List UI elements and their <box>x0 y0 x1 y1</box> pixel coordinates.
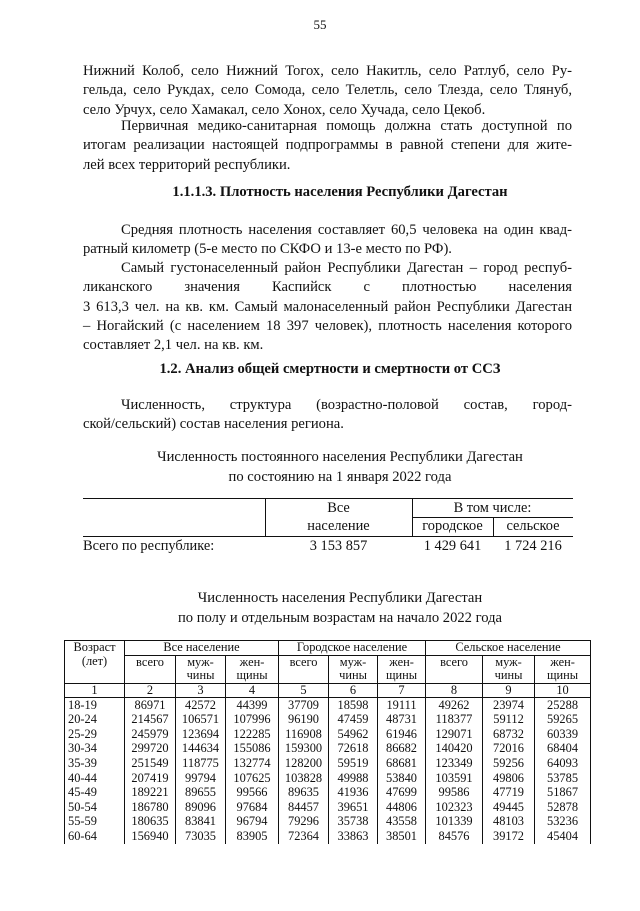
value-cell: 51867 <box>535 786 591 801</box>
value-cell: 47699 <box>378 786 426 801</box>
table-row <box>65 698 591 713</box>
value-cell: 43558 <box>378 815 426 830</box>
caption-line: Численность населения Республики Дагестан <box>197 590 483 606</box>
value-cell: 99586 <box>426 786 483 801</box>
age-group-cell: 60-64 <box>65 829 125 844</box>
header-text: жен- <box>239 654 265 669</box>
column-index: 10 <box>535 683 591 698</box>
value-cell: 89096 <box>176 800 226 815</box>
table2-caption <box>20 588 640 628</box>
table-row <box>65 742 591 757</box>
value-cell: 42572 <box>176 698 226 713</box>
text-line: ской/сельский) состав населения региона. <box>83 416 344 433</box>
text-line: ликанского значения Каспийск с плотностью населения <box>83 279 572 296</box>
group-header-urban: Городское население <box>279 641 426 656</box>
value-cell: 156940 <box>125 829 176 844</box>
header-text: муж- <box>495 654 522 669</box>
value-cell: 59112 <box>483 713 535 728</box>
header-text: муж- <box>339 654 367 669</box>
population-by-age-table <box>64 640 591 844</box>
text-line: Первичная медико-санитарная помощь должна стать доступной по <box>121 118 572 134</box>
value-cell: 140420 <box>426 742 483 757</box>
table-row <box>65 713 591 728</box>
value-cell: 44399 <box>226 698 279 713</box>
value-cell: 38501 <box>378 829 426 844</box>
header-text: чины <box>186 668 215 682</box>
text-line: Средняя плотность населения составляет 60,5 человека на один квад- <box>121 222 572 238</box>
table-row <box>65 815 591 830</box>
value-cell: 96794 <box>226 815 279 830</box>
row-label-total: Всего по республике: <box>83 538 215 554</box>
value-cell: 96190 <box>279 713 329 728</box>
value-cell: 214567 <box>125 713 176 728</box>
value-cell: 189221 <box>125 786 176 801</box>
value-cell: 116908 <box>279 727 329 742</box>
table1-caption <box>20 447 640 487</box>
value-cell: 59265 <box>535 713 591 728</box>
text-line: – Ногайский (с населением 18 397 человек), плотность населения которого <box>83 317 572 334</box>
value-cell: 72618 <box>329 742 378 757</box>
value-cell: 23974 <box>483 698 535 713</box>
subheader-men <box>176 655 226 683</box>
value-cell: 54962 <box>329 727 378 742</box>
age-group-cell: 45-49 <box>65 786 125 801</box>
value-cell: 83905 <box>226 829 279 844</box>
value-cell: 49806 <box>483 771 535 786</box>
value-cell: 180635 <box>125 815 176 830</box>
value-cell: 103591 <box>426 771 483 786</box>
value-cell: 144634 <box>176 742 226 757</box>
table-rule <box>83 498 573 499</box>
value-cell: 186780 <box>125 800 176 815</box>
value-cell: 122285 <box>226 727 279 742</box>
caption-line: по состоянию на 1 января 2022 года <box>228 469 452 485</box>
column-index: 1 <box>65 683 125 698</box>
value-cell: 52878 <box>535 800 591 815</box>
value-cell: 61946 <box>378 727 426 742</box>
text-line: Самый густонаселенный район Республики Дагестан – город респуб- <box>121 260 572 276</box>
text-line: село Урчух, село Хамакал, село Хонох, село Хучада, село Цекоб. <box>83 101 486 118</box>
value-cell: 68681 <box>378 756 426 771</box>
age-group-cell: 30-34 <box>65 742 125 757</box>
village-list-paragraph <box>83 62 572 120</box>
value-cell: 64093 <box>535 756 591 771</box>
value-cell: 47719 <box>483 786 535 801</box>
value-cell: 89635 <box>279 786 329 801</box>
subheader-total <box>426 655 483 683</box>
table-row <box>65 727 591 742</box>
value-cell: 84457 <box>279 800 329 815</box>
value-cell: 79296 <box>279 815 329 830</box>
column-index: 5 <box>279 683 329 698</box>
value-cell: 106571 <box>176 713 226 728</box>
value-rural: 1 724 216 <box>504 538 562 554</box>
value-cell: 155086 <box>226 742 279 757</box>
text-line: ратный километр (5-е место по СКФО и 13-е место по РФ). <box>83 241 452 258</box>
value-cell: 48103 <box>483 815 535 830</box>
value-cell: 60339 <box>535 727 591 742</box>
table-row <box>65 829 591 844</box>
header-text: муж- <box>187 654 214 669</box>
value-cell: 33863 <box>329 829 378 844</box>
value-cell: 73035 <box>176 829 226 844</box>
value-cell: 207419 <box>125 771 176 786</box>
value-cell: 107625 <box>226 771 279 786</box>
text-line: 3 613,3 чел. на кв. км. Самый малонаселенный район Республики Дагестан <box>83 298 572 315</box>
value-cell: 37709 <box>279 698 329 713</box>
group-header-all: Все население <box>125 641 279 656</box>
column-index: 3 <box>176 683 226 698</box>
value-cell: 251549 <box>125 756 176 771</box>
table-row <box>65 756 591 771</box>
value-cell: 44806 <box>378 800 426 815</box>
header-text: всего <box>136 654 164 669</box>
value-cell: 99566 <box>226 786 279 801</box>
text-line: итогам реализации настоящей подпрограммы в равной степени для жите- <box>83 137 572 154</box>
column-index: 8 <box>426 683 483 698</box>
subheader-women <box>378 655 426 683</box>
value-cell: 84576 <box>426 829 483 844</box>
value-cell: 39651 <box>329 800 378 815</box>
column-index: 7 <box>378 683 426 698</box>
value-cell: 72016 <box>483 742 535 757</box>
col-header-rural: сельское <box>506 518 560 534</box>
value-cell: 159300 <box>279 742 329 757</box>
value-total: 3 153 857 <box>309 538 368 554</box>
header-text: жен- <box>389 654 414 669</box>
value-cell: 18598 <box>329 698 378 713</box>
text-line: составляет 2,1 чел. на кв. км. <box>83 337 264 354</box>
value-cell: 47459 <box>329 713 378 728</box>
value-cell: 101339 <box>426 815 483 830</box>
text-line: гельда, село Рукдах, село Сомода, село Телетль, село Тлезда, село Тлянуб, <box>83 82 572 99</box>
age-group-cell: 18-19 <box>65 698 125 713</box>
age-group-cell: 50-54 <box>65 800 125 815</box>
header-text: всего <box>289 654 318 669</box>
header-text: щины <box>236 668 268 682</box>
value-cell: 59519 <box>329 756 378 771</box>
value-cell: 299720 <box>125 742 176 757</box>
value-cell: 48731 <box>378 713 426 728</box>
value-cell: 68404 <box>535 742 591 757</box>
primary-care-paragraph <box>83 117 572 175</box>
age-group-cell: 25-29 <box>65 727 125 742</box>
header-text: всего <box>440 654 468 669</box>
value-cell: 132774 <box>226 756 279 771</box>
value-cell: 49445 <box>483 800 535 815</box>
density-average-paragraph <box>83 221 572 260</box>
caption-line: Численность постоянного населения Республики Дагестан <box>157 449 523 465</box>
page-number: 55 <box>313 17 327 32</box>
age-group-cell: 35-39 <box>65 756 125 771</box>
group-header-rural: Сельское население <box>426 641 591 656</box>
value-cell: 118377 <box>426 713 483 728</box>
population-structure-paragraph <box>83 396 572 435</box>
header-text: жен- <box>550 654 575 669</box>
subheader-men <box>483 655 535 683</box>
value-cell: 72364 <box>279 829 329 844</box>
subheader-men <box>329 655 378 683</box>
value-cell: 86971 <box>125 698 176 713</box>
caption-line: по полу и отдельным возрастам на начало 2022 года <box>177 610 503 626</box>
subheader-women <box>226 655 279 683</box>
col-header-all: население <box>307 518 370 534</box>
value-cell: 35738 <box>329 815 378 830</box>
header-text: Возраст <box>73 640 116 654</box>
text-line: лей всех территорий республики. <box>83 156 291 173</box>
value-cell: 19111 <box>378 698 426 713</box>
value-cell: 68732 <box>483 727 535 742</box>
table-row <box>65 786 591 801</box>
table-row <box>65 800 591 815</box>
value-cell: 118775 <box>176 756 226 771</box>
value-cell: 97684 <box>226 800 279 815</box>
value-cell: 53840 <box>378 771 426 786</box>
value-cell: 86682 <box>378 742 426 757</box>
value-cell: 53236 <box>535 815 591 830</box>
age-column-header <box>65 641 125 684</box>
value-cell: 102323 <box>426 800 483 815</box>
value-cell: 99794 <box>176 771 226 786</box>
header-text: чины <box>339 668 367 682</box>
value-cell: 39172 <box>483 829 535 844</box>
value-cell: 129071 <box>426 727 483 742</box>
density-extremes-paragraph <box>83 259 572 355</box>
column-index: 6 <box>329 683 378 698</box>
value-cell: 49988 <box>329 771 378 786</box>
value-cell: 89655 <box>176 786 226 801</box>
value-cell: 59256 <box>483 756 535 771</box>
value-cell: 107996 <box>226 713 279 728</box>
col-header-including: В том числе: <box>453 500 532 516</box>
text-line: Нижний Колоб, село Нижний Тогох, село Накитль, село Ратлуб, село Ру- <box>83 63 572 79</box>
value-cell: 245979 <box>125 727 176 742</box>
value-cell: 123694 <box>176 727 226 742</box>
subheader-total <box>125 655 176 683</box>
subheader-women <box>535 655 591 683</box>
value-cell: 41936 <box>329 786 378 801</box>
value-cell: 25288 <box>535 698 591 713</box>
column-index: 2 <box>125 683 176 698</box>
subheader-total <box>279 655 329 683</box>
value-urban: 1 429 641 <box>423 538 482 554</box>
section-heading-density: 1.1.1.3. Плотность населения Республики Дагестан <box>172 184 508 200</box>
text-line: Численность, структура (возрастно-половой состав, город- <box>121 397 572 413</box>
header-text: щины <box>385 668 418 682</box>
value-cell: 49262 <box>426 698 483 713</box>
table-row <box>65 771 591 786</box>
value-cell: 123349 <box>426 756 483 771</box>
age-group-cell: 40-44 <box>65 771 125 786</box>
value-cell: 128200 <box>279 756 329 771</box>
value-cell: 83841 <box>176 815 226 830</box>
value-cell: 53785 <box>535 771 591 786</box>
col-header-all: Все <box>327 500 350 516</box>
column-index: 4 <box>226 683 279 698</box>
value-cell: 45404 <box>535 829 591 844</box>
header-text: (лет) <box>81 653 108 668</box>
col-header-urban: городское <box>422 518 483 534</box>
age-group-cell: 20-24 <box>65 713 125 728</box>
column-index: 9 <box>483 683 535 698</box>
value-cell: 103828 <box>279 771 329 786</box>
section-heading-mortality: 1.2. Анализ общей смертности и смертности от ССЗ <box>159 361 501 377</box>
header-text: чины <box>494 668 523 682</box>
header-text: щины <box>546 668 579 682</box>
table-rule <box>83 536 573 537</box>
age-group-cell: 55-59 <box>65 815 125 830</box>
